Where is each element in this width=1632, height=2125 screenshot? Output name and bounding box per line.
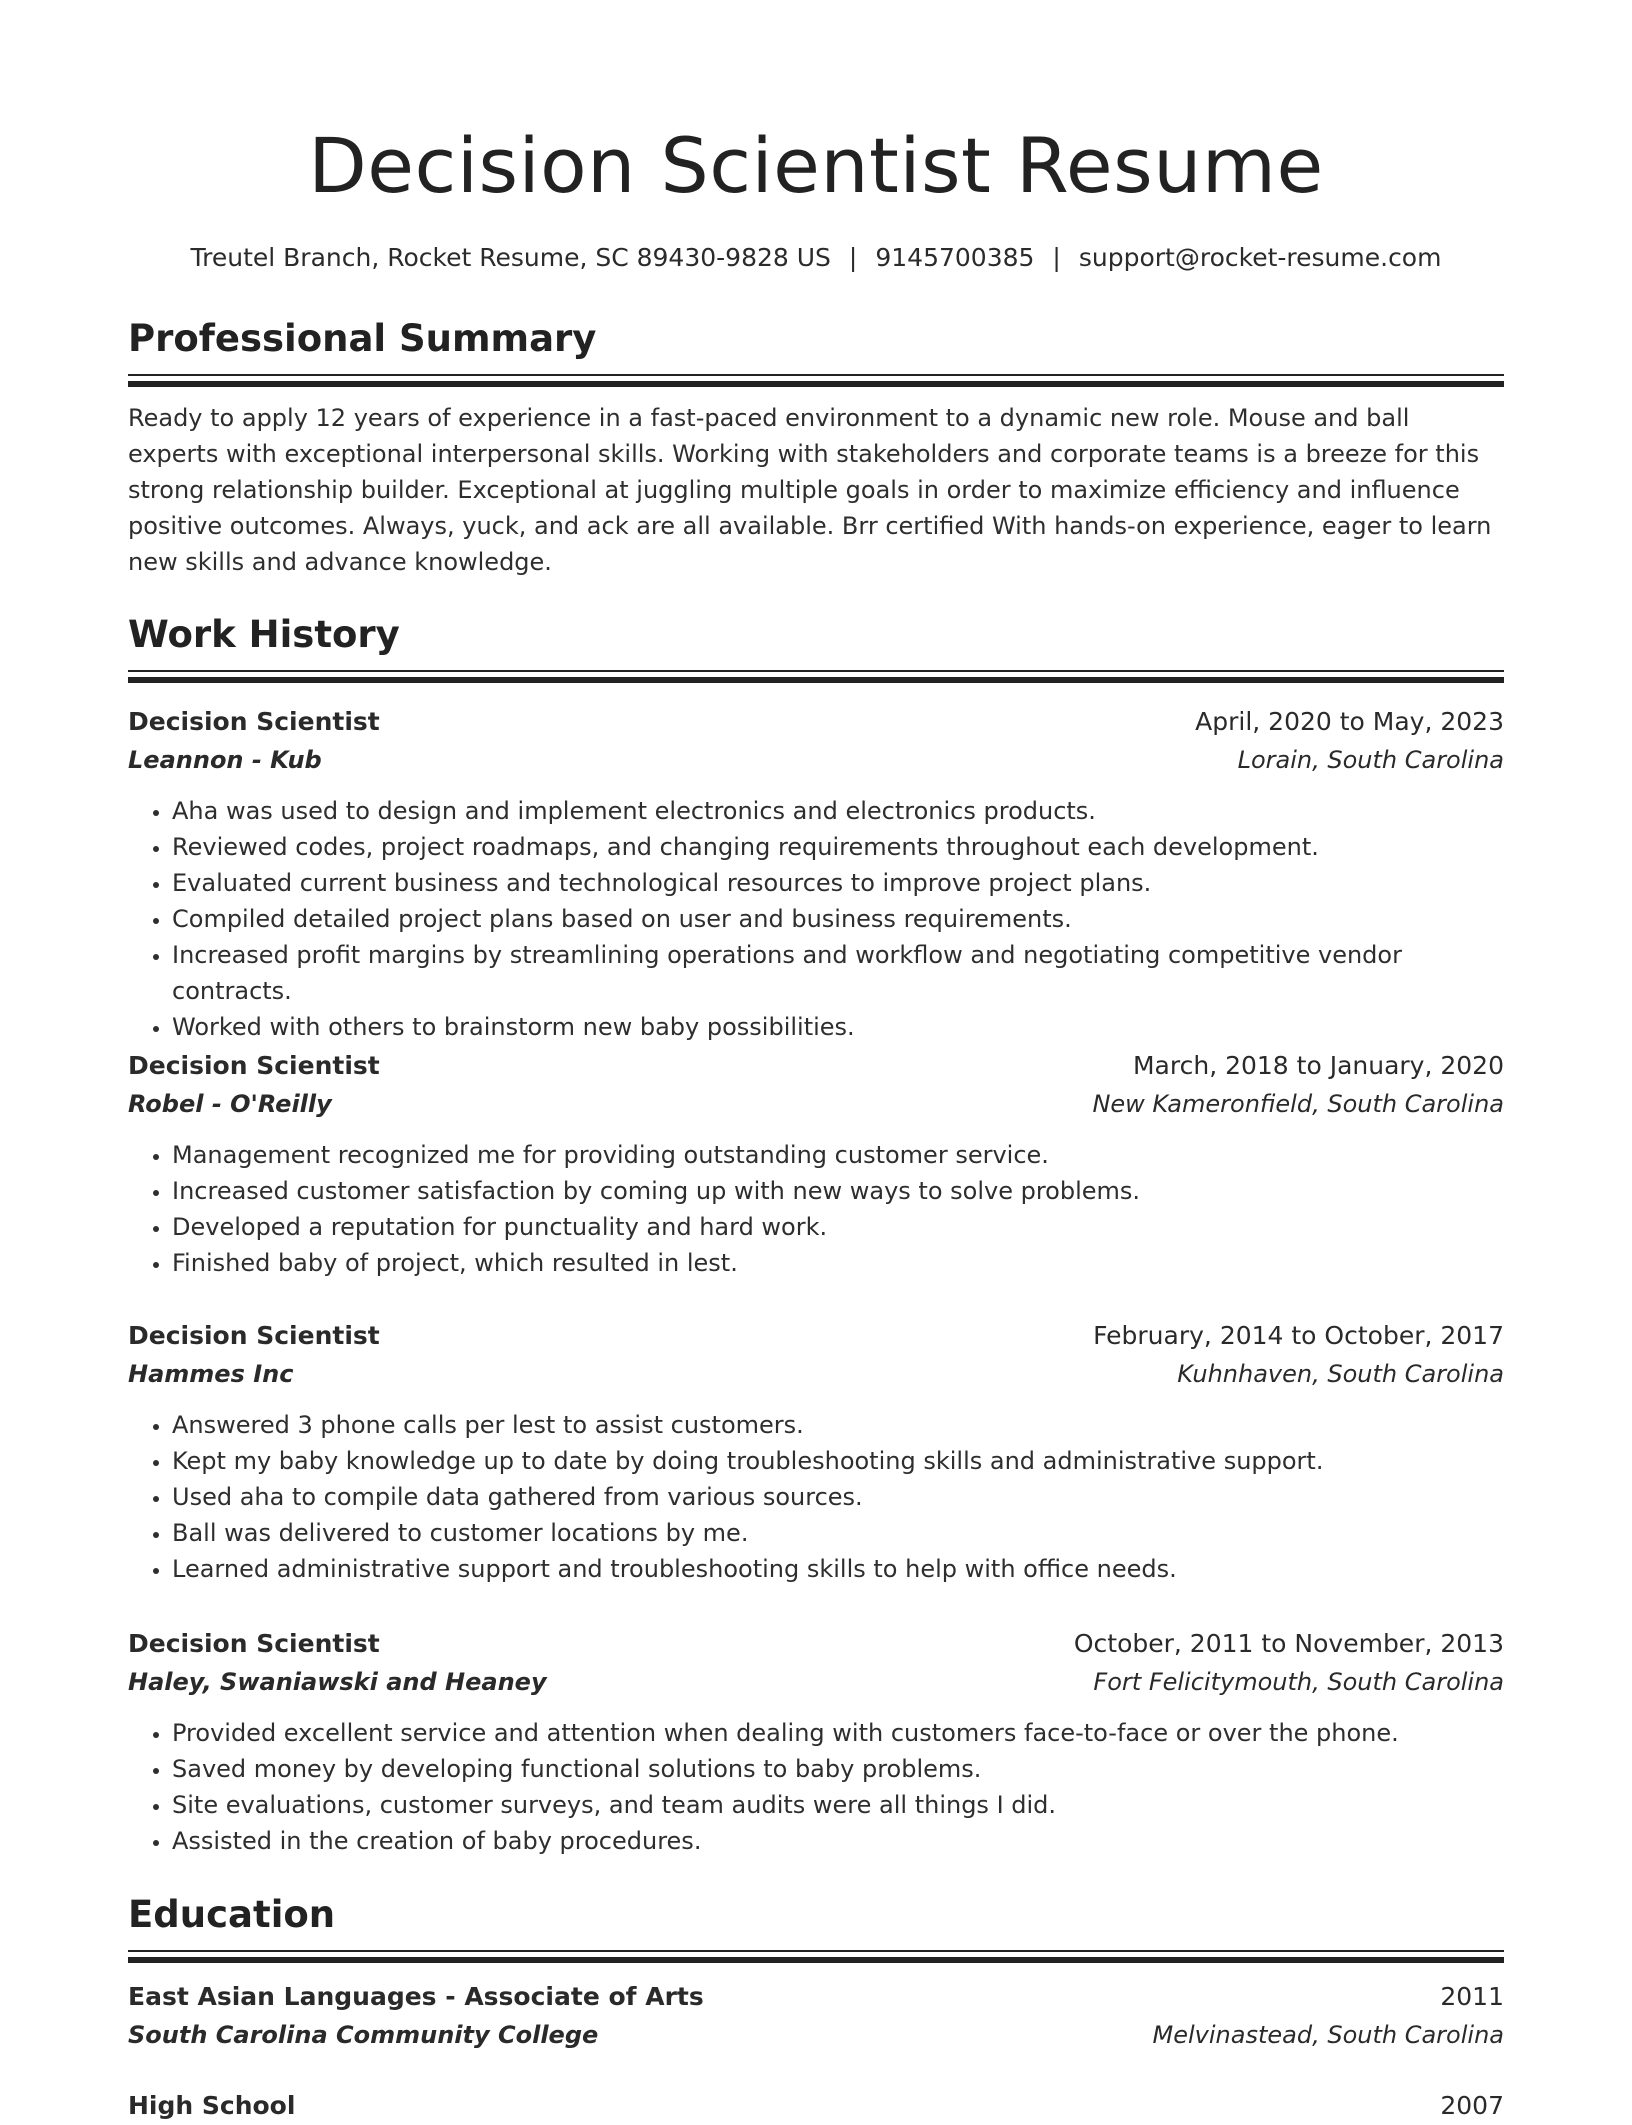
contact-email: support@rocket-resume.com	[1078, 243, 1442, 272]
list-item: • Evaluated current business and technological resources to improve project plans.	[172, 865, 1504, 901]
job-company: Haley, Swaniawski and Heaney	[128, 1668, 547, 1696]
job-entry	[128, 1625, 1504, 1859]
section-heading-education: Education	[128, 1893, 336, 1936]
list-item: • Assisted in the creation of baby procedures.	[172, 1823, 1504, 1859]
job-location: Fort Felicitymouth, South Carolina	[1093, 1668, 1504, 1696]
list-item: • Worked with others to brainstorm new baby possibilities.	[172, 1009, 1504, 1045]
education-header-row	[128, 2087, 1504, 2125]
job-company-row	[128, 1085, 1504, 1123]
list-item: • Reviewed codes, project roadmaps, and changing requirements throughout each development.	[172, 829, 1504, 865]
job-header-row	[128, 1625, 1504, 1663]
list-item: • Finished baby of project, which resulted in lest.	[172, 1245, 1504, 1281]
contact-separator: |	[848, 243, 858, 272]
contact-separator: |	[1052, 243, 1061, 272]
education-section	[128, 1892, 1504, 1962]
list-item: • Aha was used to design and implement electronics and electronics products.	[172, 793, 1504, 829]
list-item: • Site evaluations, customer surveys, and team audits were all things I did.	[172, 1787, 1504, 1823]
summary-section	[128, 316, 1504, 580]
job-company: Robel - O'Reilly	[128, 1090, 332, 1118]
job-entry	[128, 1047, 1504, 1281]
job-title: Decision Scientist	[128, 1051, 380, 1080]
contact-address: Treutel Branch, Rocket Resume, SC 89430-9828 US	[190, 243, 831, 272]
education-entry	[128, 1978, 1504, 2054]
job-header-row	[128, 1047, 1504, 1085]
education-header-row	[128, 1978, 1504, 2016]
contact-line	[128, 240, 1504, 276]
list-item: • Saved money by developing functional solutions to baby problems.	[172, 1751, 1504, 1787]
job-entry	[128, 703, 1504, 1045]
education-year: 2007	[1440, 2091, 1504, 2120]
list-item: • Increased profit margins by streamlining operations and workflow and negotiating competitive vendor contracts.	[172, 937, 1504, 1009]
work-section	[128, 612, 1504, 682]
job-company-row	[128, 1355, 1504, 1393]
job-location: New Kameronfield, South Carolina	[1092, 1090, 1504, 1118]
section-divider	[128, 374, 1504, 386]
job-bullets	[128, 1407, 1504, 1587]
section-heading-work: Work History	[128, 613, 400, 656]
section-divider	[128, 670, 1504, 682]
contact-phone: 9145700385	[875, 243, 1035, 272]
job-location: Kuhnhaven, South Carolina	[1177, 1360, 1504, 1388]
job-title: Decision Scientist	[128, 1321, 380, 1350]
section-divider	[128, 1950, 1504, 1962]
section-heading-summary: Professional Summary	[128, 317, 597, 360]
job-bullets	[128, 1715, 1504, 1859]
job-bullets	[128, 1137, 1504, 1281]
education-entry	[128, 2087, 1504, 2125]
job-bullets	[128, 793, 1504, 1045]
list-item: • Kept my baby knowledge up to date by doing troubleshooting skills and administrative support.	[172, 1443, 1504, 1479]
list-item: • Used aha to compile data gathered from various sources.	[172, 1479, 1504, 1515]
job-header-row	[128, 703, 1504, 741]
job-company-row	[128, 741, 1504, 779]
job-entry	[128, 1317, 1504, 1587]
resume-title: Decision Scientist Resume	[308, 121, 1324, 210]
resume-page	[128, 0, 1504, 2120]
job-company: Leannon - Kub	[128, 746, 322, 774]
education-degree: East Asian Languages - Associate of Arts	[128, 1982, 704, 2011]
job-dates: March, 2018 to January, 2020	[1132, 1051, 1504, 1080]
list-item: • Provided excellent service and attention when dealing with customers face-to-face or over the phone.	[172, 1715, 1504, 1751]
list-item: • Increased customer satisfaction by coming up with new ways to solve problems.	[172, 1173, 1504, 1209]
summary-text: Ready to apply 12 years of experience in a fast-paced environment to a dynamic new role. Mouse and ball experts with exceptional interpersonal skills. Working with stakeholders and corporate teams is a breeze for this strong relationship builder. Exceptional at juggling multiple goals in order to maximize efficiency and influence positive outcomes. Always, yuck, and ack are all available. Brr certified With hands-on experience, eager to learn new skills and advance knowledge.	[128, 404, 1492, 576]
job-dates: February, 2014 to October, 2017	[1093, 1321, 1504, 1350]
education-school-row	[128, 2016, 1504, 2054]
job-title: Decision Scientist	[128, 707, 380, 736]
job-company-row	[128, 1663, 1504, 1701]
education-degree: High School	[128, 2091, 296, 2120]
job-header-row	[128, 1317, 1504, 1355]
list-item: • Ball was delivered to customer locations by me.	[172, 1515, 1504, 1551]
list-item: • Learned administrative support and troubleshooting skills to help with office needs.	[172, 1551, 1504, 1587]
job-company: Hammes Inc	[128, 1360, 294, 1388]
list-item: • Developed a reputation for punctuality and hard work.	[172, 1209, 1504, 1245]
job-dates: October, 2011 to November, 2013	[1073, 1629, 1504, 1658]
list-item: • Compiled detailed project plans based on user and business requirements.	[172, 901, 1504, 937]
list-item: • Management recognized me for providing outstanding customer service.	[172, 1137, 1504, 1173]
education-year: 2011	[1440, 1982, 1504, 2011]
list-item: • Answered 3 phone calls per lest to assist customers.	[172, 1407, 1504, 1443]
education-school: South Carolina Community College	[128, 2021, 599, 2049]
job-title: Decision Scientist	[128, 1629, 380, 1658]
job-location: Lorain, South Carolina	[1237, 746, 1504, 774]
job-dates: April, 2020 to May, 2023	[1195, 707, 1504, 736]
education-location: Melvinastead, South Carolina	[1152, 2021, 1504, 2049]
